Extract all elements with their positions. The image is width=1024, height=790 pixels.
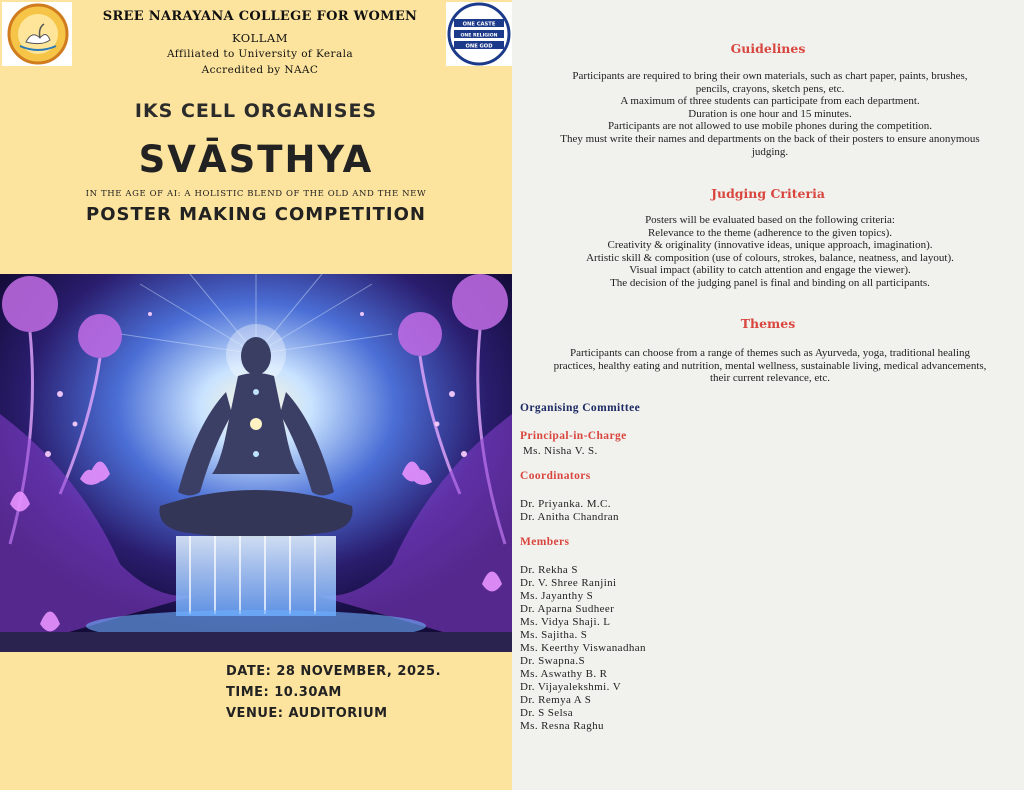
competition-title: POSTER MAKING COMPETITION (86, 204, 426, 225)
college-city: KOLLAM (231, 31, 289, 45)
themes-text (516, 347, 1024, 385)
meditation-artwork (0, 274, 512, 652)
themes-line: their current relevance, etc. (709, 372, 830, 385)
members-heading: Members (520, 536, 570, 548)
college-name: SREE NARAYANA COLLEGE FOR WOMEN (102, 9, 418, 24)
principal-name: Ms. Nisha V. S. (523, 445, 598, 457)
guideline-line: A maximum of three students can participate from each department. (620, 95, 920, 108)
themes-line: Participants can choose from a range of themes such as Ayurveda, yoga, traditional healing (569, 347, 971, 359)
badge-line-1: ONE CASTE (462, 21, 496, 28)
member-name: Dr. Aparna Sudheer (520, 603, 615, 615)
guideline-line: judging. (751, 145, 789, 158)
coordinators-heading: Coordinators (520, 470, 591, 482)
member-name: Ms. Vidya Shaji. L (520, 616, 611, 628)
judging-line: The decision of the judging panel is final and binding on all participants. (610, 276, 930, 289)
guideline-line: pencils, crayons, sketch pens, etc. (695, 82, 845, 95)
event-title: SVĀSTHYA (138, 138, 374, 181)
member-name: Dr. Vijayalekshmi. V (520, 681, 622, 693)
event-time: TIME: 10.30AM (226, 685, 342, 700)
judging-heading: Judging Criteria (711, 186, 825, 201)
guideline-line: Participants are not allowed to use mobile phones during the competition. (607, 120, 933, 133)
coordinator-name: Dr. Anitha Chandran (520, 511, 619, 523)
badge-line-3: ONE GOD (465, 43, 493, 50)
coordinators-list (520, 498, 619, 524)
member-name: Dr. Swapna.S (520, 655, 585, 667)
themes-line: practices, healthy eating and nutrition, mental wellness, sustainable living, medical advancements, (553, 359, 987, 372)
judging-line: Creativity & originality (innovative ideas, unique approach, imagination). (607, 239, 933, 252)
themes-heading: Themes (740, 316, 796, 331)
guidelines-text (516, 70, 1024, 158)
swan-emblem-icon (2, 2, 72, 66)
judging-text (516, 214, 1024, 290)
member-name: Ms. Aswathy B. R (520, 668, 608, 680)
judging-line: Relevance to the theme (adherence to the given topics). (647, 226, 893, 239)
details-panel (512, 0, 1024, 790)
event-tagline: IN THE AGE OF AI: A HOLISTIC BLEND OF THE OLD AND THE NEW (85, 189, 427, 199)
member-name: Dr. V. Shree Ranjini (520, 577, 617, 589)
members-list (520, 564, 646, 733)
guideline-line: Participants are required to bring their own materials, such as chart paper, paints, brushes, (572, 70, 968, 82)
coordinator-name: Dr. Priyanka. M.C. (520, 498, 611, 510)
principal-heading: Principal-in-Charge (520, 430, 627, 442)
organiser-heading: IKS CELL ORGANISES (134, 100, 378, 122)
judging-line: Visual impact (ability to catch attention and engage the viewer). (629, 264, 911, 277)
judging-line: Artistic skill & composition (use of colours, strokes, balance, neatness, and layout). (586, 251, 954, 264)
guideline-line: Duration is one hour and 15 minutes. (688, 107, 852, 120)
event-venue: VENUE: AUDITORIUM (226, 706, 388, 721)
event-date: DATE: 28 NOVEMBER, 2025. (226, 664, 442, 679)
member-name: Ms. Resna Raghu (520, 720, 604, 732)
guidelines-heading: Guidelines (730, 41, 806, 56)
member-name: Dr. S Selsa (520, 707, 573, 719)
judging-line: Posters will be evaluated based on the following criteria: (645, 214, 895, 226)
guideline-line: They must write their names and departments on the back of their posters to ensure anonymous (560, 132, 980, 145)
college-accreditation: Accredited by NAAC (201, 64, 319, 76)
member-name: Dr. Rekha S (520, 564, 578, 576)
college-affiliation: Affiliated to University of Kerala (166, 48, 354, 60)
member-name: Dr. Remya A S (520, 694, 592, 706)
one-caste-badge (446, 2, 512, 66)
member-name: Ms. Keerthy Viswanadhan (520, 642, 646, 654)
member-name: Ms. Sajitha. S (520, 629, 588, 641)
committee-heading: Organising Committee (520, 402, 641, 414)
member-name: Ms. Jayanthy S (520, 590, 594, 602)
college-logo (2, 2, 72, 66)
badge-line-2: ONE RELIGION (460, 33, 498, 39)
